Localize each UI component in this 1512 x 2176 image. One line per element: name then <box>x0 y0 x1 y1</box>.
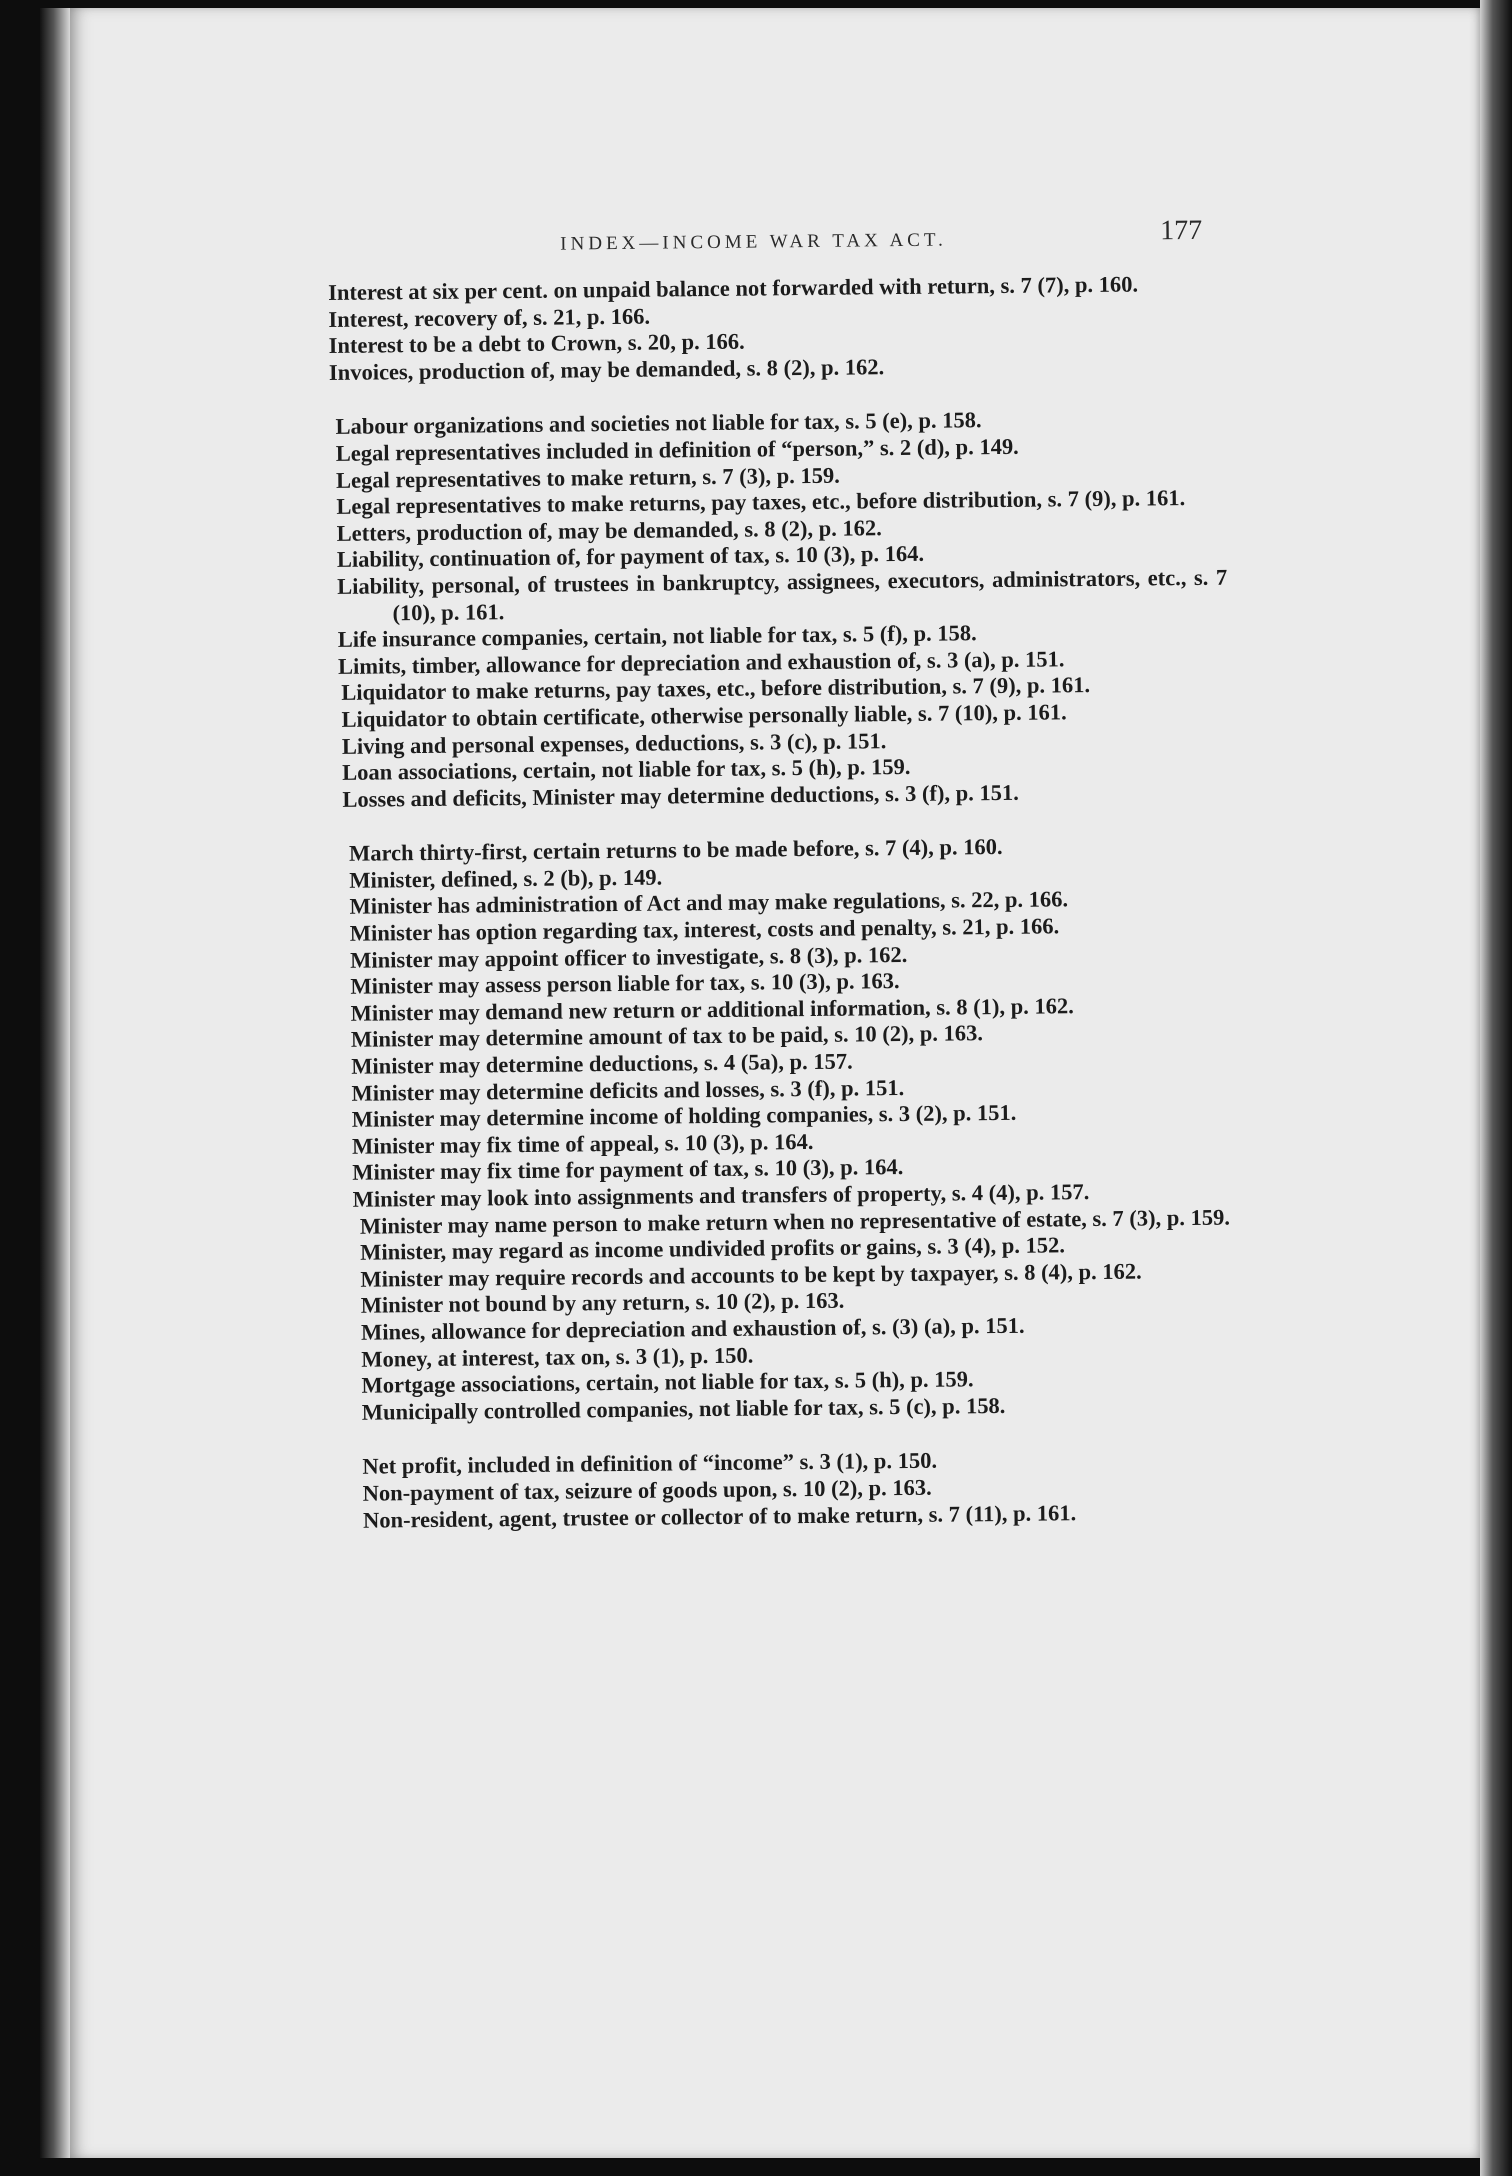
index-entry: Minister may determine deficits and losses, s. 3 (f), p. 151. <box>351 1074 905 1106</box>
index-entry: Interest, recovery of, s. 21, p. 166. <box>328 303 651 332</box>
page-edge <box>1480 0 1512 2176</box>
index-entry: Minister may fix time of appeal, s. 10 (3), p. 164. <box>351 1128 814 1159</box>
index-entry: Legal representatives included in definition of “person,” s. 2 (d), p. 149. <box>335 433 1019 466</box>
index-entry: Minister may determine income of holding companies, s. 3 (2), p. 151. <box>351 1100 1017 1133</box>
index-entry: Net profit, included in definition of “income” s. 3 (1), p. 150. <box>362 1448 938 1480</box>
index-entry: Liquidator to make returns, pay taxes, etc., before distribution, s. 7 (9), p. 161. <box>341 672 1091 706</box>
index-entry: Minister may assess person liable for tax, s. 10 (3), p. 163. <box>350 968 900 1000</box>
index-entry: Money, at interest, tax on, s. 3 (1), p. 150. <box>361 1342 754 1372</box>
index-entry: Minister may look into assignments and transfers of property, s. 4 (4), p. 157. <box>352 1179 1090 1212</box>
index-entry: Liquidator to obtain certificate, otherwise personally liable, s. 7 (10), p. 161. <box>341 699 1067 732</box>
index-entry: Mines, allowance for depreciation and exhaustion of, s. (3) (a), p. 151. <box>360 1312 1025 1345</box>
index-entry: Letters, production of, may be demanded, s. 8 (2), p. 162. <box>336 514 882 546</box>
index-entry: Minister may demand new return or additional information, s. 8 (1), p. 162. <box>350 993 1074 1026</box>
index-entry: March thirty-first, certain returns to be made before, s. 7 (4), p. 160. <box>348 834 1003 867</box>
index-entry: Minister has administration of Act and may make regulations, s. 22, p. 166. <box>349 886 1069 920</box>
index-entry: Life insurance companies, certain, not liable for tax, s. 5 (f), p. 158. <box>337 620 977 653</box>
index-entry: Legal representatives to make return, s. 7 (3), p. 159. <box>335 462 840 493</box>
index-entry: Liability, continuation of, for payment of tax, s. 10 (3), p. 164. <box>336 541 925 573</box>
index-entry: Invoices, production of, may be demanded, s. 8 (2), p. 162. <box>328 353 885 385</box>
index-entry: Limits, timber, allowance for depreciation and exhaustion of, s. 3 (a), p. 151. <box>337 646 1065 679</box>
index-entry: Losses and deficits, Minister may determine deductions, s. 3 (f), p. 151. <box>342 779 1019 812</box>
running-title: INDEX—INCOME WAR TAX ACT. <box>560 229 947 255</box>
index-entry: Interest to be a debt to Crown, s. 20, p. 166. <box>328 328 745 359</box>
index-entry: Minister may appoint officer to investigate, s. 8 (3), p. 162. <box>349 941 908 973</box>
page-number: 177 <box>1159 214 1203 247</box>
index-entry: Minister not bound by any return, s. 10 (2), p. 163. <box>360 1288 845 1319</box>
index-entry: Minister may determine amount of tax to be paid, s. 10 (2), p. 163. <box>350 1020 984 1053</box>
index-entry: Minister, defined, s. 2 (b), p. 149. <box>349 864 663 893</box>
index-entry: Minister may name person to make return when no representative of estate, s. 7 (3), p. 159. <box>359 1204 1231 1239</box>
index-entry: Loan associations, certain, not liable for tax, s. 5 (h), p. 159. <box>342 754 911 785</box>
index-entries <box>328 271 1237 1534</box>
index-entry: Non-payment of tax, seizure of goods upon, s. 10 (2), p. 163. <box>362 1474 932 1506</box>
index-entry: Mortgage associations, certain, not liable for tax, s. 5 (h), p. 159. <box>361 1366 974 1398</box>
book-gutter <box>40 8 70 2158</box>
index-entry: Minister may require records and accounts to be kept by taxpayer, s. 8 (4), p. 162. <box>360 1258 1142 1292</box>
index-entry: Minister may determine deductions, s. 4 (5a), p. 157. <box>351 1048 853 1079</box>
index-entry: Living and personal expenses, deductions, s. 3 (c), p. 151. <box>341 727 887 759</box>
index-entry: Minister has option regarding tax, interest, costs and penalty, s. 21, p. 166. <box>349 913 1060 946</box>
index-entry: Municipally controlled companies, not liable for tax, s. 5 (c), p. 158. <box>361 1392 1006 1425</box>
index-entry: Labour organizations and societies not liable for tax, s. 5 (e), p. 158. <box>335 407 982 440</box>
index-entry: Legal representatives to make returns, pay taxes, etc., before distribution, s. 7 (9), p. 161. <box>336 485 1186 520</box>
index-entry: Interest at six per cent. on unpaid balance not forwarded with return, s. 7 (7), p. 160. <box>328 271 1139 305</box>
index-entry: Liability, personal, of trustees in bankruptcy, assignees, executors, administrators, etc., s. 7 (10), p. 161. <box>337 564 1228 625</box>
index-entry: Minister may fix time for payment of tax, s. 10 (3), p. 164. <box>352 1154 904 1186</box>
index-entry: Non-resident, agent, trustee or collector of to make return, s. 7 (11), p. 161. <box>362 1499 1077 1533</box>
index-entry: Minister, may regard as income undivided profits or gains, s. 3 (4), p. 152. <box>360 1232 1066 1265</box>
